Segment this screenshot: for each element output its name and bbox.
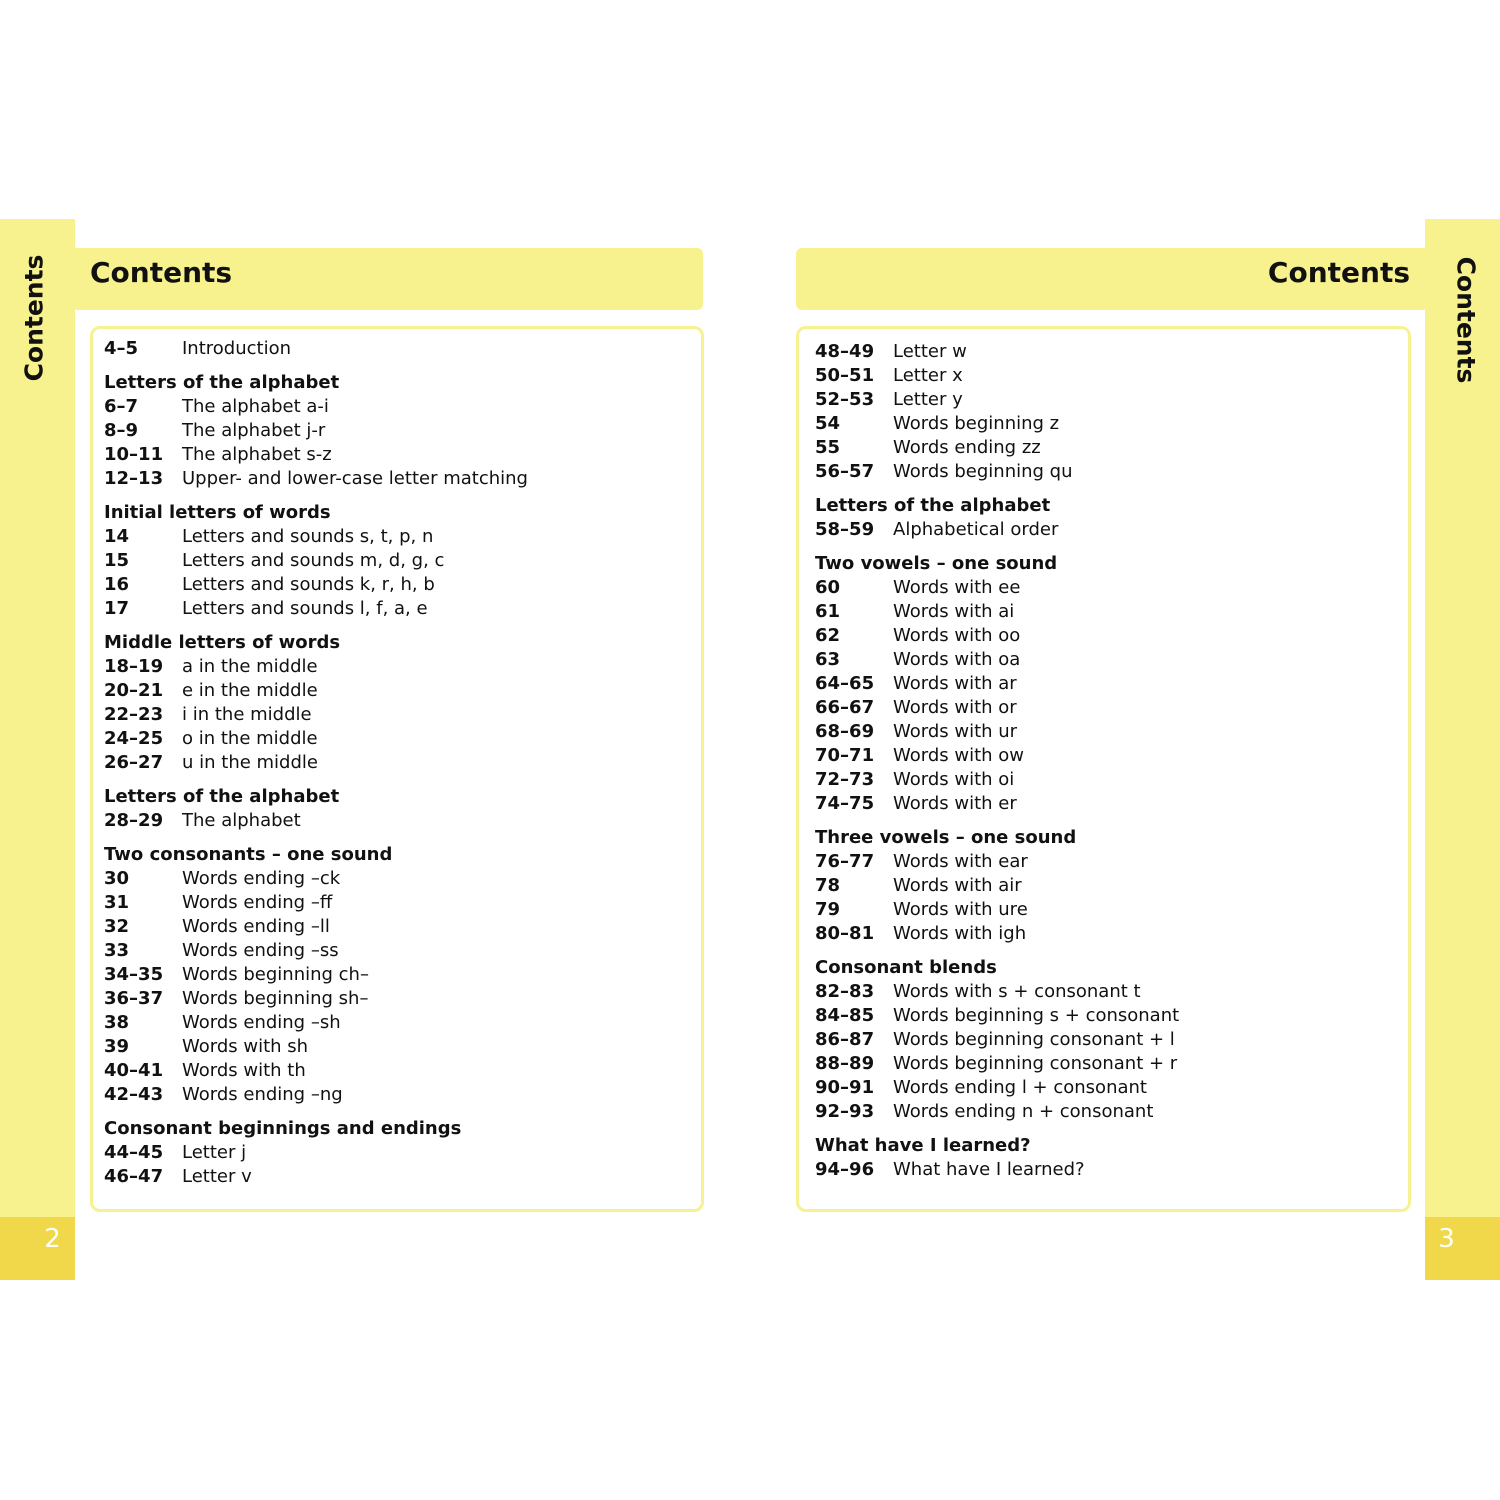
entry-page-number: 74–75	[815, 793, 875, 814]
contents-section	[815, 956, 1179, 1124]
contents-entry	[104, 337, 528, 361]
contents-entry	[815, 1052, 1179, 1076]
right-page-title: Contents	[1267, 256, 1410, 289]
entry-title: Upper- and lower-case letter matching	[182, 468, 528, 489]
entry-page-number: 61	[815, 601, 841, 622]
contents-entry	[104, 525, 528, 549]
entry-title: Introduction	[182, 338, 292, 359]
entry-page-number: 24–25	[104, 728, 164, 749]
contents-entry	[815, 850, 1179, 874]
entry-page-number: 15	[104, 550, 130, 571]
contents-entry	[104, 915, 528, 939]
entry-page-number: 55	[815, 437, 841, 458]
entry-page-number: 48–49	[815, 341, 875, 362]
entry-title: Words with ai	[893, 601, 1015, 622]
contents-entry	[104, 679, 528, 703]
entry-title: Words with oi	[893, 769, 1015, 790]
entry-title: Words with ow	[893, 745, 1025, 766]
entry-title: Letters and sounds l, f, a, e	[182, 598, 428, 619]
entry-title: Letter j	[182, 1142, 247, 1163]
entry-page-number: 18–19	[104, 656, 164, 677]
contents-entry	[815, 922, 1179, 946]
entry-title: Words with ur	[893, 721, 1018, 742]
contents-entry	[815, 518, 1179, 542]
entry-title: Words ending –ff	[182, 892, 333, 913]
right-side-label: Contents	[1451, 256, 1481, 384]
section-heading: Letters of the alphabet	[104, 786, 340, 807]
entry-page-number: 94–96	[815, 1159, 875, 1180]
entry-page-number: 78	[815, 875, 841, 896]
entry-title: The alphabet	[182, 810, 301, 831]
entry-page-number: 34–35	[104, 964, 164, 985]
contents-entry	[104, 1141, 528, 1165]
contents-entry	[104, 891, 528, 915]
contents-entry	[815, 340, 1179, 364]
contents-entry	[815, 898, 1179, 922]
contents-entry	[815, 720, 1179, 744]
entry-title: Words ending n + consonant	[893, 1101, 1154, 1122]
entry-title: Words with sh	[182, 1036, 309, 1057]
contents-entry	[104, 443, 528, 467]
contents-entry	[104, 751, 528, 775]
contents-entry	[104, 1011, 528, 1035]
contents-entry	[815, 874, 1179, 898]
section-heading: Consonant beginnings and endings	[104, 1118, 462, 1139]
entry-page-number: 76–77	[815, 851, 875, 872]
entry-page-number: 64–65	[815, 673, 875, 694]
entry-page-number: 4–5	[104, 338, 139, 359]
entry-title: i in the middle	[182, 704, 312, 725]
contents-entry	[104, 549, 528, 573]
contents-entry	[104, 809, 528, 833]
entry-page-number: 31	[104, 892, 130, 913]
contents-entry	[815, 672, 1179, 696]
entry-title: o in the middle	[182, 728, 318, 749]
entry-page-number: 33	[104, 940, 130, 961]
entry-page-number: 82–83	[815, 981, 875, 1002]
entry-title: Words ending –sh	[182, 1012, 341, 1033]
left-page-number: 2	[44, 1224, 61, 1254]
entry-page-number: 56–57	[815, 461, 875, 482]
entry-title: Words ending –ck	[182, 868, 341, 889]
entry-title: Words with ear	[893, 851, 1028, 872]
entry-page-number: 16	[104, 574, 130, 595]
contents-section	[104, 843, 528, 1107]
entry-title: Words beginning consonant + r	[893, 1053, 1178, 1074]
entry-page-number: 86–87	[815, 1029, 875, 1050]
entry-title: Words with ar	[893, 673, 1017, 694]
contents-section	[104, 501, 528, 621]
entry-title: Words with or	[893, 697, 1017, 718]
contents-entry	[104, 597, 528, 621]
left-contents-list	[104, 337, 528, 1189]
entry-page-number: 66–67	[815, 697, 875, 718]
contents-entry	[815, 624, 1179, 648]
entry-title: Words ending zz	[893, 437, 1041, 458]
contents-entry	[815, 412, 1179, 436]
entry-title: Words ending –ng	[182, 1084, 343, 1105]
entry-title: The alphabet a-i	[182, 396, 329, 417]
contents-section	[104, 631, 528, 775]
entry-title: Letters and sounds s, t, p, n	[182, 526, 434, 547]
entry-page-number: 62	[815, 625, 841, 646]
entry-page-number: 88–89	[815, 1053, 875, 1074]
entry-page-number: 84–85	[815, 1005, 875, 1026]
entry-page-number: 92–93	[815, 1101, 875, 1122]
entry-page-number: 28–29	[104, 810, 164, 831]
entry-page-number: 60	[815, 577, 841, 598]
section-heading: Letters of the alphabet	[104, 372, 340, 393]
entry-page-number: 44–45	[104, 1142, 164, 1163]
contents-entry	[815, 460, 1179, 484]
contents-entry	[815, 436, 1179, 460]
entry-page-number: 80–81	[815, 923, 875, 944]
entry-page-number: 17	[104, 598, 130, 619]
entry-page-number: 72–73	[815, 769, 875, 790]
entry-title: Letter x	[893, 365, 963, 386]
contents-entry	[815, 1100, 1179, 1124]
contents-entry	[104, 1059, 528, 1083]
contents-entry	[815, 696, 1179, 720]
entry-title: Words with ee	[893, 577, 1021, 598]
entry-title: Words beginning sh–	[182, 988, 369, 1009]
entry-page-number: 20–21	[104, 680, 164, 701]
contents-entry	[104, 1035, 528, 1059]
entry-page-number: 46–47	[104, 1166, 164, 1187]
entry-title: Letters and sounds k, r, h, b	[182, 574, 435, 595]
contents-section	[104, 371, 528, 491]
contents-entry	[815, 768, 1179, 792]
contents-entry	[104, 1165, 528, 1189]
entry-title: Words beginning z	[893, 413, 1060, 434]
entry-title: a in the middle	[182, 656, 318, 677]
entry-page-number: 6–7	[104, 396, 139, 417]
contents-entry	[815, 364, 1179, 388]
entry-page-number: 68–69	[815, 721, 875, 742]
right-contents-list	[815, 340, 1179, 1182]
entry-title: Letter w	[893, 341, 967, 362]
contents-entry	[104, 867, 528, 891]
contents-entry	[104, 419, 528, 443]
section-heading: Consonant blends	[815, 957, 997, 978]
section-heading: Two vowels – one sound	[815, 553, 1058, 574]
entry-title: Letters and sounds m, d, g, c	[182, 550, 445, 571]
entry-page-number: 90–91	[815, 1077, 875, 1098]
entry-title: Words with air	[893, 875, 1022, 896]
section-heading: Initial letters of words	[104, 502, 331, 523]
entry-title: Words beginning consonant + l	[893, 1029, 1175, 1050]
contents-entry	[104, 467, 528, 491]
contents-entry	[815, 576, 1179, 600]
entry-title: u in the middle	[182, 752, 318, 773]
entry-page-number: 63	[815, 649, 841, 670]
left-side-label: Contents	[19, 254, 49, 382]
section-heading: Two consonants – one sound	[104, 844, 393, 865]
contents-entry	[815, 648, 1179, 672]
contents-section	[815, 494, 1179, 542]
section-heading: Middle letters of words	[104, 632, 341, 653]
entry-title: Words beginning ch–	[182, 964, 369, 985]
entry-title: Letter v	[182, 1166, 252, 1187]
entry-title: What have I learned?	[893, 1159, 1085, 1180]
entry-page-number: 39	[104, 1036, 130, 1057]
entry-title: Words with igh	[893, 923, 1027, 944]
entry-title: Letter y	[893, 389, 963, 410]
entry-title: Words ending l + consonant	[893, 1077, 1147, 1098]
contents-entry	[815, 792, 1179, 816]
entry-title: The alphabet s-z	[182, 444, 332, 465]
entry-page-number: 22–23	[104, 704, 164, 725]
entry-title: Words with er	[893, 793, 1017, 814]
contents-entry	[104, 1083, 528, 1107]
contents-section	[815, 552, 1179, 816]
entry-title: The alphabet j-r	[182, 420, 326, 441]
contents-entry	[104, 655, 528, 679]
entry-page-number: 14	[104, 526, 130, 547]
section-heading: Letters of the alphabet	[815, 495, 1051, 516]
entry-title: Words ending –ll	[182, 916, 330, 937]
contents-entry	[104, 987, 528, 1011]
entry-title: Words with oa	[893, 649, 1021, 670]
contents-section	[104, 785, 528, 833]
entry-page-number: 30	[104, 868, 130, 889]
contents-entry	[104, 727, 528, 751]
entry-page-number: 42–43	[104, 1084, 164, 1105]
entry-title: Words with oo	[893, 625, 1021, 646]
section-heading: Three vowels – one sound	[815, 827, 1077, 848]
section-heading: What have I learned?	[815, 1135, 1031, 1156]
contents-entry	[815, 744, 1179, 768]
entry-title: Words beginning qu	[893, 461, 1073, 482]
entry-page-number: 79	[815, 899, 841, 920]
entry-page-number: 52–53	[815, 389, 875, 410]
entry-title: Words ending –ss	[182, 940, 339, 961]
entry-title: e in the middle	[182, 680, 318, 701]
entry-page-number: 58–59	[815, 519, 875, 540]
entry-title: Words with th	[182, 1060, 306, 1081]
contents-entry	[104, 963, 528, 987]
entry-page-number: 40–41	[104, 1060, 164, 1081]
contents-entry	[104, 703, 528, 727]
entry-page-number: 12–13	[104, 468, 164, 489]
right-page-number: 3	[1438, 1224, 1455, 1254]
entry-page-number: 70–71	[815, 745, 875, 766]
contents-section	[815, 1134, 1179, 1182]
contents-entry	[815, 1158, 1179, 1182]
contents-entry	[815, 1076, 1179, 1100]
entry-title: Words beginning s + consonant	[893, 1005, 1180, 1026]
entry-title: Words with ure	[893, 899, 1028, 920]
entry-page-number: 36–37	[104, 988, 164, 1009]
entry-page-number: 32	[104, 916, 130, 937]
contents-section	[104, 1117, 528, 1189]
entry-page-number: 8–9	[104, 420, 139, 441]
entry-page-number: 26–27	[104, 752, 164, 773]
contents-entry	[815, 388, 1179, 412]
contents-entry	[815, 600, 1179, 624]
entry-title: Words with s + consonant t	[893, 981, 1141, 1002]
entry-page-number: 50–51	[815, 365, 875, 386]
entry-title: Alphabetical order	[893, 519, 1059, 540]
contents-entry	[104, 395, 528, 419]
contents-entry	[815, 1028, 1179, 1052]
contents-entry	[815, 980, 1179, 1004]
contents-entry	[104, 939, 528, 963]
entry-page-number: 54	[815, 413, 841, 434]
contents-section	[815, 826, 1179, 946]
contents-entry	[104, 573, 528, 597]
left-page-title: Contents	[90, 256, 233, 289]
contents-entry	[815, 1004, 1179, 1028]
entry-page-number: 10–11	[104, 444, 164, 465]
entry-page-number: 38	[104, 1012, 130, 1033]
